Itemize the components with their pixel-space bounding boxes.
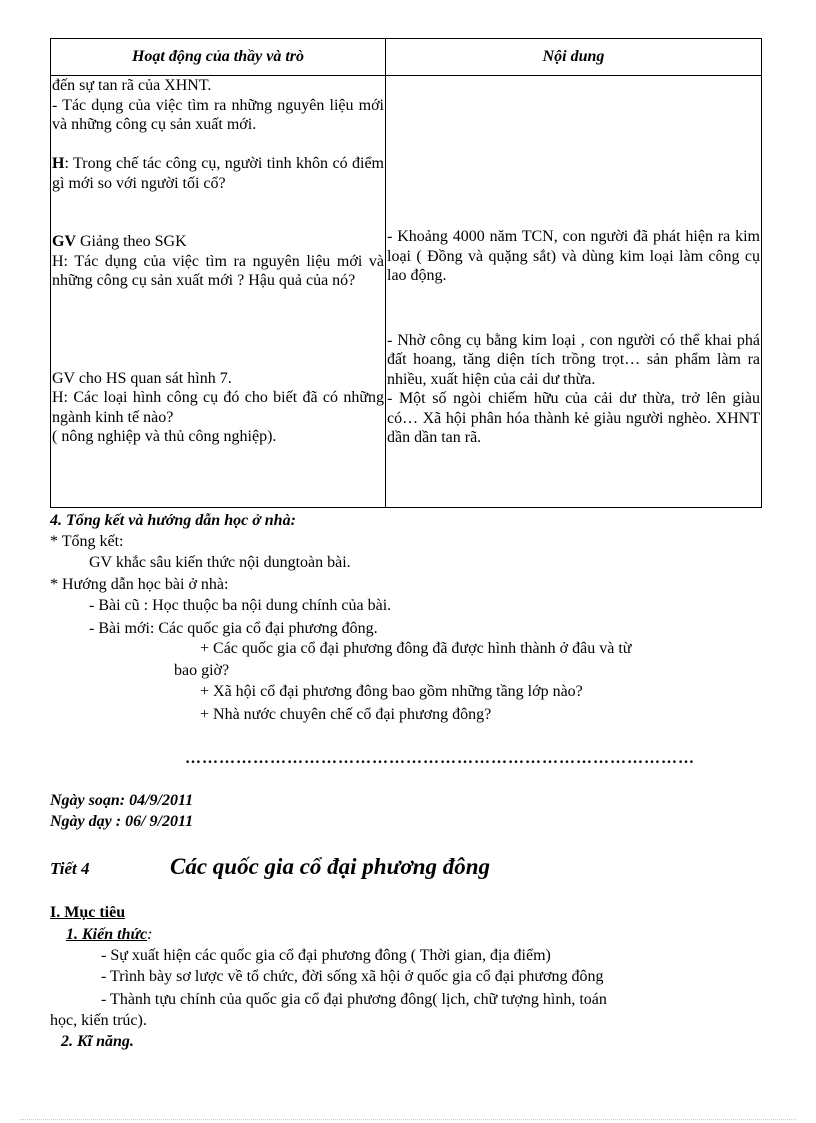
question-item: + Xã hội cổ đại phương đông bao gồm những tầng lớp nào? [200,683,583,700]
header-content: Nội dung [386,39,762,76]
activity-question: H: Tác dụng của việc tìm ra nguyên liệu mới và những công cụ sản xuất mới ? Hậu quả của nó? [52,252,384,289]
content-paragraph: - Khoảng 4000 năm TCN, con người đã phát hiện ra kim loại ( Đồng và quặng sắt) và dùng kim loại làm công cụ lao động. [387,228,760,284]
teacher-label: GV [52,233,76,250]
lesson-title: Các quốc gia cổ đại phương đông [170,854,491,879]
lesson-number: Tiết 4 [50,859,90,878]
teach-date: Ngày dạy : 06/ 9/2011 [50,813,194,830]
activity-question: H: Các loại hình công cụ đó cho biết đã có những ngành kinh tế nào? [52,389,384,426]
activities-cell [51,76,386,508]
content-paragraph: - Nhờ công cụ bằng kim loại , con người có thể khai phá đất hoang, tăng diện tích trồng trọt… sản phẩm làm ra nhiều, xuất hiện của cải dư thừa. [387,331,760,388]
page-bottom-border [20,1119,796,1120]
summary-text: GV khắc sâu kiến thức nội dungtoàn bài. [89,554,351,571]
question-item: + Nhà nước chuyên chế cổ đại phương đông? [200,706,492,723]
question-item-cont: bao giờ? [174,662,230,679]
knowledge-heading: 1. Kiến thức: [66,926,153,943]
summary-label: * Tổng kết: [50,533,124,550]
new-lesson-item: - Bài mới: Các quốc gia cổ đại phương đông. [89,620,378,637]
knowledge-item: - Trình bày sơ lược về tổ chức, đời sống xã hội ở quốc gia cổ đại phương đông [101,968,604,985]
activity-line: đến sự tan rã của XHNT. [52,77,212,94]
knowledge-item: - Sự xuất hiện các quốc gia cổ đại phương đông ( Thời gian, địa điểm) [101,947,551,964]
prep-date: Ngày soạn: 04/9/2011 [50,792,194,809]
activity-teacher: GV Giảng theo SGK [52,233,187,250]
content-paragraph: - Một số ngòi chiếm hữu của cải dư thừa, trở lên giàu có… Xã hội phân hóa thành kẻ giàu người nghèo. XHNT dần dần tan rã. [387,390,760,446]
knowledge-item-cont: học, kiến trúc). [50,1012,147,1029]
activity-question: H: Trong chế tác công cụ, người tinh khôn có điểm gì mới so với người tối cổ? [52,155,384,192]
knowledge-item: - Thành tựu chính của quốc gia cổ đại phương đông( lịch, chữ tượng hình, toán [101,991,607,1008]
table-row [51,76,762,508]
lesson-activity-table [50,38,762,508]
homework-label: * Hướng dẫn học bài ở nhà: [50,576,229,593]
section-separator: ……………………………………………………………………………… [185,750,695,767]
objectives-heading: I. Mục tiêu [50,904,126,921]
old-lesson-item: - Bài cũ : Học thuộc ba nội dung chính của bài. [89,597,392,614]
content-cell [386,76,762,508]
question-label: H [52,155,65,172]
skills-heading: 2. Kĩ năng. [61,1033,134,1050]
activity-teacher: GV cho HS quan sát hình 7. [52,369,232,387]
question-item: + Các quốc gia cổ đại phương đông đã được hình thành ở đâu và từ [200,640,632,657]
header-activities: Hoạt động của thầy và trò [51,39,386,76]
activity-answer: ( nông nghiệp và thủ công nghiệp). [52,428,277,445]
table-header-row [51,39,762,76]
summary-heading: 4. Tổng kết và hướng dẫn học ở nhà: [50,512,296,529]
activity-line: - Tác dụng của việc tìm ra những nguyên liệu mới và những công cụ sản xuất mới. [52,96,384,133]
